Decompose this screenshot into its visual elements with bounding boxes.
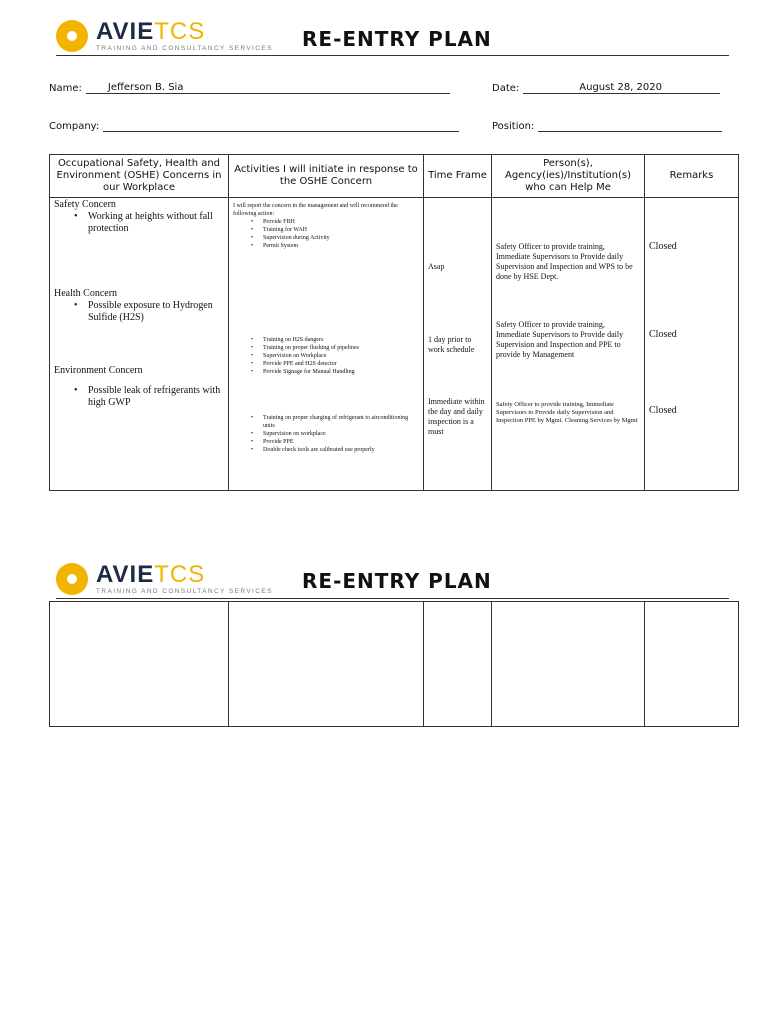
company-logo (56, 563, 273, 595)
empty-cell[interactable] (50, 602, 229, 727)
page-title: RE-ENTRY PLAN (302, 27, 492, 51)
position-value[interactable] (538, 121, 722, 132)
empty-cell[interactable] (424, 602, 492, 727)
table-row (50, 602, 739, 727)
health-activity-item: • Provide Signage for Manual Handling (233, 368, 419, 376)
safety-activity-item: • Provide FBH (233, 218, 419, 226)
date-value[interactable]: August 28, 2020 (523, 83, 720, 94)
header-time-frame: Time Frame (424, 155, 492, 198)
header-rule (56, 598, 729, 599)
company-field[interactable] (49, 121, 459, 132)
logo-brand: AVIETCS (96, 18, 206, 45)
environment-activity-item: • Training on proper charging of refrigerant to airconditioning units (233, 414, 419, 430)
health-persons: Safety Officer to provide training, Immediate Supervisors to Provide daily Supervision and Inspection and PPE to provide by Management (496, 320, 624, 359)
environment-concern-title: Environment Concern (54, 365, 143, 376)
name-field[interactable] (49, 83, 450, 94)
name-label: Name: (49, 83, 82, 94)
header-remarks: Remarks (645, 155, 739, 198)
environment-activity-item: • Supervision on workplace (233, 430, 419, 438)
header-persons: Person(s), Agency(ies)/Institution(s) who can Help Me (492, 155, 645, 198)
health-activity-item: • Supervision on Workplace (233, 352, 419, 360)
header-concerns: Occupational Safety, Health and Environment (OSHE) Concerns in our Workplace (50, 155, 229, 198)
empty-cell[interactable] (645, 602, 739, 727)
environment-persons: Safety Officer to provide training, Immediate Supervisors to Provide daily Supervision and Inspection PPE by Mgmt. Cleaning Services by Mgmt (496, 401, 638, 424)
header-activities: Activities I will initiate in response to the OSHE Concern (229, 155, 424, 198)
logo-emblem-icon (56, 563, 88, 595)
environment-remarks: Closed (649, 405, 677, 416)
health-activity-item: • Training on proper flushing of pipelines (233, 344, 419, 352)
environment-activity-item: • Provide PPE (233, 438, 419, 446)
environment-time-frame: Immediate within the day and daily inspection is a must (428, 397, 485, 436)
logo-tagline: TRAINING AND CONSULTANCY SERVICES (96, 588, 273, 595)
environment-activity-item: • Double check tools are calibrated use properly (233, 446, 419, 454)
reentry-plan-table-continued (49, 601, 739, 727)
date-field[interactable] (492, 83, 720, 94)
company-logo (56, 20, 273, 52)
table-row (50, 198, 739, 491)
position-field[interactable] (492, 121, 722, 132)
position-label: Position: (492, 121, 535, 132)
health-remarks: Closed (649, 329, 677, 340)
reentry-plan-table (49, 154, 739, 491)
company-value[interactable] (103, 121, 459, 132)
safety-persons: Safety Officer to provide training, Immediate Supervisors to Provide daily Supervision and Inspection and WPS to be done by HSE Dept. (496, 242, 633, 281)
safety-time-frame: Asap (428, 262, 445, 271)
safety-activity-item: • Training for WAH (233, 226, 419, 234)
safety-activity-intro: I will report the concern in the management and will recommend the following action: (233, 203, 398, 217)
health-concern-item: • Possible exposure to Hydrogen Sulfide (H2S) (54, 300, 224, 324)
safety-activity-item: • Supervision during Activity (233, 234, 419, 242)
empty-cell[interactable] (492, 602, 645, 727)
table-header-row (50, 155, 739, 198)
safety-concern-title: Safety Concern (54, 199, 116, 210)
environment-concern-item: • Possible leak of refrigerants with high GWP (54, 385, 224, 409)
health-activity-item: • Provide PPE and H2S detector (233, 360, 419, 368)
safety-concern-item: • Working at heights without fall protection (54, 211, 224, 235)
health-time-frame: 1 day prior to work schedule (428, 335, 475, 354)
health-activity-item: • Training on H2S dangers (233, 336, 419, 344)
logo-emblem-icon (56, 20, 88, 52)
health-concern-title: Health Concern (54, 288, 118, 299)
date-label: Date: (492, 83, 520, 94)
header-rule (56, 55, 729, 56)
empty-cell[interactable] (229, 602, 424, 727)
logo-tagline: TRAINING AND CONSULTANCY SERVICES (96, 45, 273, 52)
company-label: Company: (49, 121, 100, 132)
logo-brand: AVIETCS (96, 561, 206, 588)
page-title: RE-ENTRY PLAN (302, 569, 492, 593)
safety-remarks: Closed (649, 241, 677, 252)
name-value[interactable]: Jefferson B. Sia (86, 83, 450, 94)
safety-activity-item: • Permit System (233, 242, 419, 250)
